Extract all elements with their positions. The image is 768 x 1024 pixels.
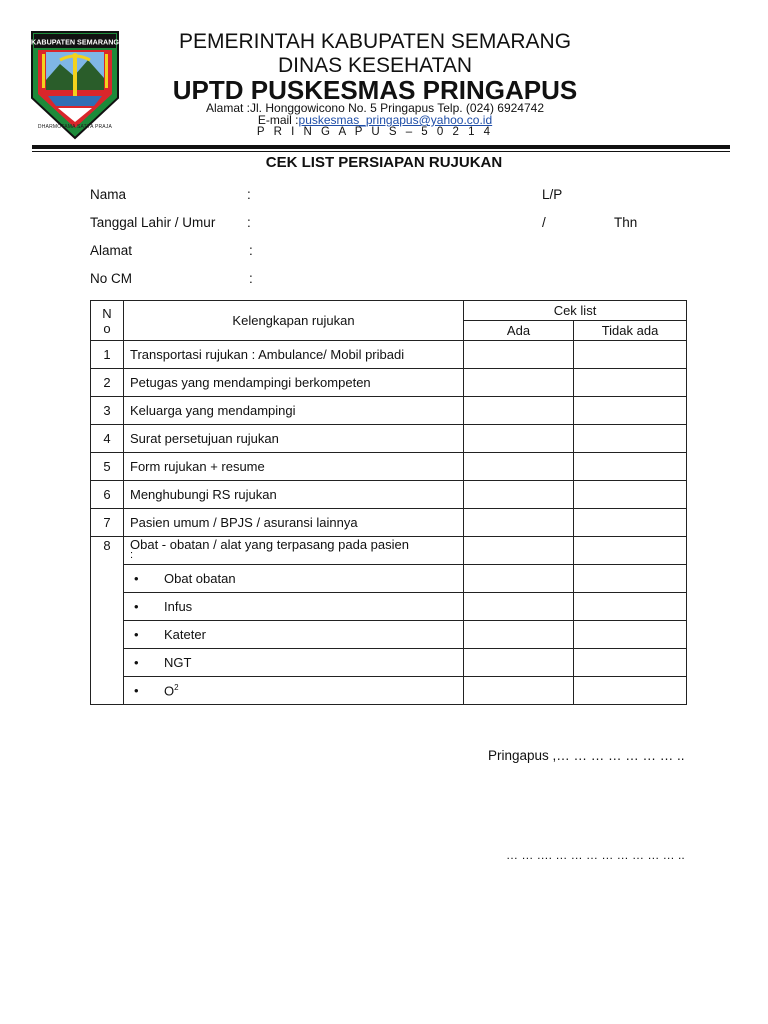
table-row xyxy=(91,509,687,537)
check-ada-cell[interactable] xyxy=(464,397,574,425)
row-item: Menghubungi RS rujukan xyxy=(124,481,464,509)
check-tidak-cell[interactable] xyxy=(574,565,687,593)
check-ada-cell[interactable] xyxy=(464,621,574,649)
signature-line: … … …. … … … … … … … … .. xyxy=(506,848,685,862)
checklist-table xyxy=(90,300,687,705)
row-item: Transportasi rujukan : Ambulance/ Mobil pribadi xyxy=(124,341,464,369)
check-tidak-cell[interactable] xyxy=(574,341,687,369)
header-cek-list: Cek list xyxy=(464,301,687,321)
header-tidak-ada: Tidak ada xyxy=(574,321,687,341)
check-tidak-cell[interactable] xyxy=(574,537,687,565)
field-tgl-label: Tanggal Lahir / Umur xyxy=(90,215,216,230)
table-row xyxy=(91,481,687,509)
header-department: DINAS KESEHATAN xyxy=(277,54,473,77)
check-tidak-cell[interactable] xyxy=(574,453,687,481)
header-address: Alamat :Jl. Honggowicono No. 5 Pringapus Telp. (024) 6924742 xyxy=(206,101,544,115)
field-alamat-colon: : xyxy=(249,243,253,258)
row-number: 7 xyxy=(91,509,124,537)
check-tidak-cell[interactable] xyxy=(574,621,687,649)
table-row xyxy=(91,425,687,453)
row-item: Surat persetujuan rujukan xyxy=(124,425,464,453)
check-ada-cell[interactable] xyxy=(464,593,574,621)
field-nama-label: Nama xyxy=(90,187,127,202)
table-row xyxy=(91,341,687,369)
header-postal: P R I N G A P U S – 5 0 2 1 4 xyxy=(256,126,494,138)
header-government: PEMERINTAH KABUPATEN SEMARANG xyxy=(178,30,572,53)
field-lp-label: L/P xyxy=(542,187,563,202)
row-number: 3 xyxy=(91,397,124,425)
field-nama-colon: : xyxy=(247,187,251,202)
table-row xyxy=(91,453,687,481)
sub-item xyxy=(124,649,464,677)
check-tidak-cell[interactable] xyxy=(574,425,687,453)
table-subrow xyxy=(91,621,687,649)
table-row xyxy=(91,369,687,397)
check-tidak-cell[interactable] xyxy=(574,397,687,425)
bullet: • xyxy=(134,627,139,642)
bullet: • xyxy=(134,599,139,614)
bullet: • xyxy=(134,571,139,586)
field-tgl-colon: : xyxy=(247,215,251,230)
table-row xyxy=(91,397,687,425)
check-tidak-cell[interactable] xyxy=(574,481,687,509)
email-link[interactable]: puskesmas_pringapus@yahoo.co.id xyxy=(298,113,493,127)
header-email-line xyxy=(120,113,630,127)
row-number: 5 xyxy=(91,453,124,481)
place-date-line: Pringapus ,… … … … … … … .. xyxy=(488,748,685,763)
sub-item-label: Obat obatan xyxy=(164,571,236,586)
check-tidak-cell[interactable] xyxy=(574,369,687,397)
check-ada-cell[interactable] xyxy=(464,677,574,705)
header-no: N o xyxy=(91,301,124,341)
sub-item-label: Kateter xyxy=(164,627,206,642)
sub-item xyxy=(124,677,464,705)
row-number: 2 xyxy=(91,369,124,397)
check-tidak-cell[interactable] xyxy=(574,649,687,677)
field-tgl-slash: / xyxy=(542,215,546,230)
sub-item-label: Infus xyxy=(164,599,193,614)
row-number: 4 xyxy=(91,425,124,453)
sub-item xyxy=(124,565,464,593)
table-subrow xyxy=(91,677,687,705)
bullet: • xyxy=(134,655,139,670)
check-ada-cell[interactable] xyxy=(464,509,574,537)
row-item: Petugas yang mendampingi berkompeten xyxy=(124,369,464,397)
table-subrow xyxy=(91,565,687,593)
row-item: Pasien umum / BPJS / asuransi lainnya xyxy=(124,509,464,537)
field-alamat-label: Alamat xyxy=(90,243,133,258)
sub-item-label: O xyxy=(164,683,175,699)
row-item: Form rujukan + resume xyxy=(124,453,464,481)
email-label: E-mail : xyxy=(257,113,299,127)
sub-item xyxy=(124,593,464,621)
header-item: Kelengkapan rujukan xyxy=(124,301,464,341)
header-institution: UPTD PUSKESMAS PRINGAPUS xyxy=(172,75,578,105)
check-ada-cell[interactable] xyxy=(464,537,574,565)
check-tidak-cell[interactable] xyxy=(574,677,687,705)
check-ada-cell[interactable] xyxy=(464,341,574,369)
check-ada-cell[interactable] xyxy=(464,425,574,453)
header-divider-thin xyxy=(32,151,730,152)
field-nocm-label: No CM xyxy=(90,271,133,286)
sub-item xyxy=(124,621,464,649)
check-tidak-cell[interactable] xyxy=(574,509,687,537)
row-item xyxy=(124,537,464,565)
table-row xyxy=(91,537,687,565)
logo-motto: DHARMOTAMA SATYA PRAJA xyxy=(37,124,113,130)
check-tidak-cell[interactable] xyxy=(574,593,687,621)
check-ada-cell[interactable] xyxy=(464,565,574,593)
svg-text:KABUPATEN SEMARANG: KABUPATEN SEMARANG xyxy=(31,37,119,47)
table-subrow xyxy=(91,593,687,621)
check-ada-cell[interactable] xyxy=(464,649,574,677)
row-number: 1 xyxy=(91,341,124,369)
check-ada-cell[interactable] xyxy=(464,481,574,509)
row-item-text: Obat - obatan / alat yang terpasang pada pasien xyxy=(130,537,409,552)
table-subrow xyxy=(91,649,687,677)
sub-item-label: NGT xyxy=(164,655,192,670)
header-ada: Ada xyxy=(464,321,574,341)
field-thn-label: Thn xyxy=(614,215,638,230)
document-title: CEK LIST PERSIAPAN RUJUKAN xyxy=(265,154,503,171)
bullet: • xyxy=(134,683,139,699)
superscript: 2 xyxy=(174,682,179,692)
row-number: 6 xyxy=(91,481,124,509)
row-number: 8 xyxy=(91,537,124,705)
field-nocm-colon: : xyxy=(249,271,253,286)
check-ada-cell[interactable] xyxy=(464,453,574,481)
header-divider-thick xyxy=(32,145,730,149)
check-ada-cell[interactable] xyxy=(464,369,574,397)
row-item: Keluarga yang mendampingi xyxy=(124,397,464,425)
row-item-colon: : xyxy=(130,549,134,561)
